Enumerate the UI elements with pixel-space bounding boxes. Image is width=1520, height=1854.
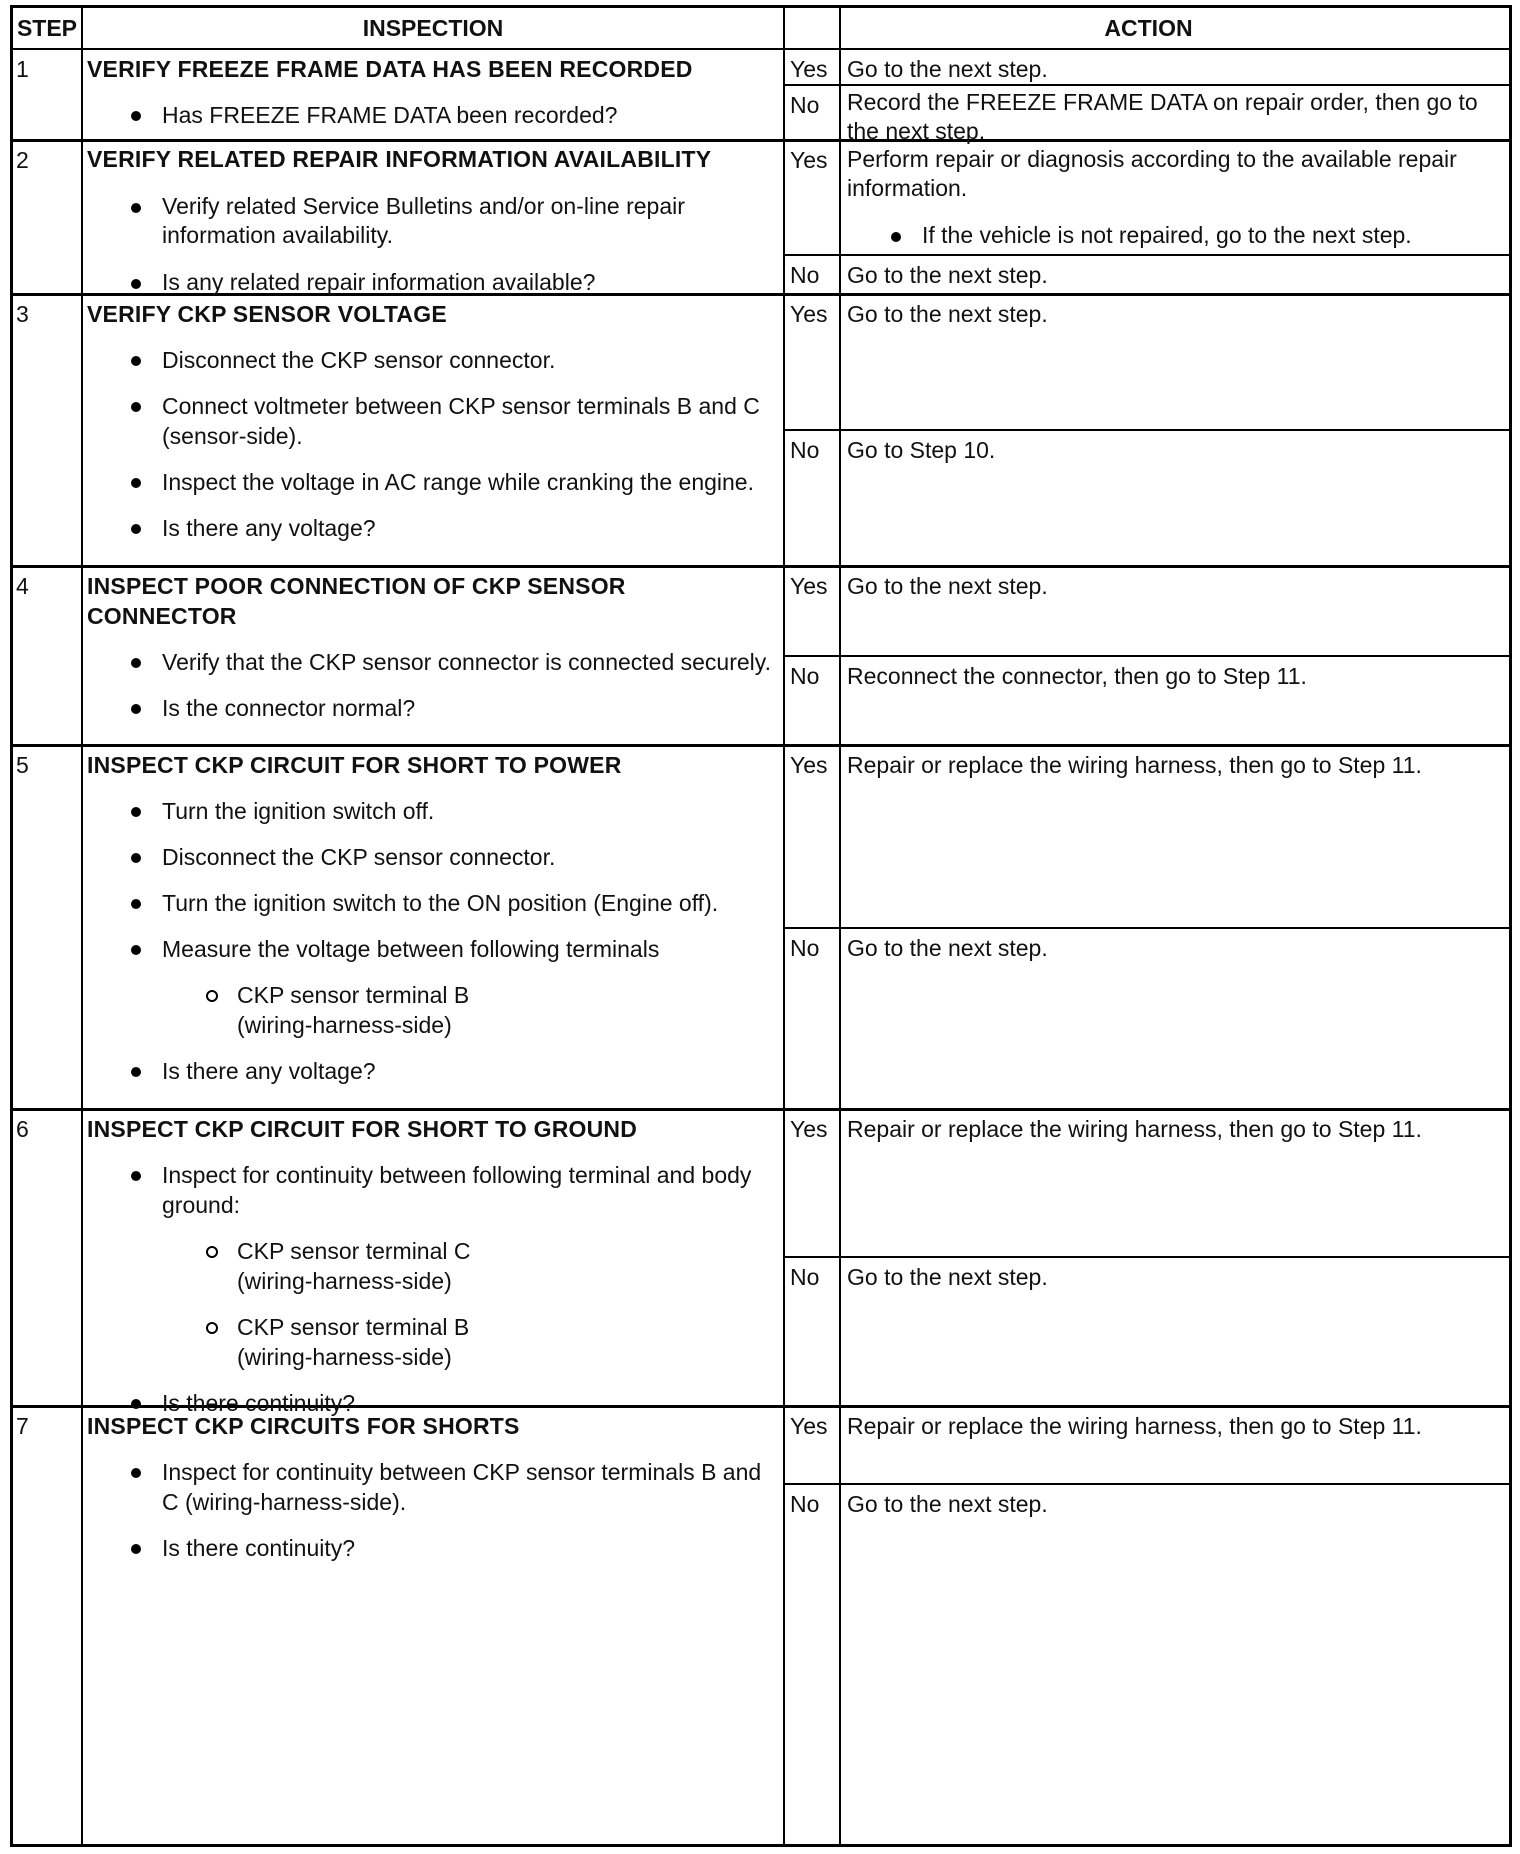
yes-action: Go to the next step. <box>847 301 1048 327</box>
bullet: Verify that the CKP sensor connector is connected securely. <box>87 647 777 677</box>
no-label: No <box>790 1491 820 1517</box>
yes-action: Repair or replace the wiring harness, then go to Step 11. <box>847 1413 1422 1439</box>
column-divider <box>783 8 785 1844</box>
no-action: Go to the next step. <box>847 1264 1048 1290</box>
header-action: ACTION <box>1104 15 1193 41</box>
sub-bullet: CKP sensor terminal C (wiring-harness-side) <box>87 1236 777 1296</box>
no-label: No <box>790 1264 820 1290</box>
sub-bullet: CKP sensor terminal B (wiring-harness-side) <box>87 980 777 1040</box>
bullet: Is there continuity? <box>87 1388 777 1418</box>
bullet: Verify related Service Bulletins and/or on-line repair information availability. <box>87 192 777 250</box>
no-action: Go to the next step. <box>847 1491 1048 1517</box>
header-inspection: INSPECTION <box>362 15 504 41</box>
step-number: 4 <box>16 573 29 599</box>
bullet: Is there continuity? <box>87 1533 777 1563</box>
step-title: VERIFY RELATED REPAIR INFORMATION AVAILABILITY <box>87 146 712 172</box>
step-title: INSPECT CKP CIRCUIT FOR SHORT TO GROUND <box>87 1116 638 1142</box>
no-action: Go to the next step. <box>847 262 1048 288</box>
step-inspection <box>87 1108 783 1418</box>
step-number: 2 <box>16 147 29 173</box>
step-title: INSPECT CKP CIRCUITS FOR SHORTS <box>87 1413 520 1439</box>
no-label: No <box>790 663 820 689</box>
column-divider <box>81 8 83 1844</box>
bullet: Inspect for continuity between following terminal and body ground: <box>87 1160 777 1220</box>
bullet: Disconnect the CKP sensor connector. <box>87 345 777 375</box>
yes-action: Repair or replace the wiring harness, then go to Step 11. <box>847 1116 1422 1142</box>
no-label: No <box>790 262 820 288</box>
no-action: Reconnect the connector, then go to Step 11. <box>847 663 1307 689</box>
yes-label: Yes <box>790 752 828 778</box>
step-title: INSPECT CKP CIRCUIT FOR SHORT TO POWER <box>87 752 622 778</box>
bullet: Is there any voltage? <box>87 513 777 543</box>
yes-action: Repair or replace the wiring harness, then go to Step 11. <box>847 752 1422 778</box>
bullet: Connect voltmeter between CKP sensor terminals B and C (sensor-side). <box>87 391 777 451</box>
no-label: No <box>790 437 820 463</box>
step-inspection <box>87 293 783 543</box>
bullet: Turn the ignition switch to the ON position (Engine off). <box>87 888 777 918</box>
step-title: INSPECT POOR CONNECTION OF CKP SENSOR CONNECTOR <box>87 573 626 629</box>
sub-bullet: CKP sensor terminal B (wiring-harness-side) <box>87 1312 777 1372</box>
no-action: Go to the next step. <box>847 935 1048 961</box>
yes-action: Perform repair or diagnosis according to the available repair information. <box>847 146 1457 201</box>
yes-action-block <box>845 139 1510 250</box>
yes-label: Yes <box>790 56 828 82</box>
step-number: 3 <box>16 301 29 327</box>
yes-label: Yes <box>790 1413 828 1439</box>
step-inspection <box>87 139 783 297</box>
header-step: STEP <box>16 15 78 41</box>
no-action: Record the FREEZE FRAME DATA on repair order, then go to the next step. <box>847 89 1478 144</box>
no-label: No <box>790 935 820 961</box>
bullet: Measure the voltage between following terminals <box>87 934 777 964</box>
yes-action: Go to the next step. <box>847 573 1048 599</box>
step-number: 1 <box>16 56 29 82</box>
no-action: Go to Step 10. <box>847 437 996 463</box>
bullet: Inspect the voltage in AC range while cranking the engine. <box>87 467 777 497</box>
diagnostic-table <box>10 5 1512 1847</box>
bullet: Is any related repair information available? <box>87 268 777 297</box>
bullet: Inspect for continuity between CKP sensor terminals B and C (wiring-harness-side). <box>87 1457 777 1517</box>
step-number: 6 <box>16 1116 29 1142</box>
step-inspection <box>87 565 783 723</box>
bullet: Is there any voltage? <box>87 1056 777 1086</box>
step-title: VERIFY CKP SENSOR VOLTAGE <box>87 301 447 327</box>
step-inspection <box>87 1405 783 1563</box>
step-title: VERIFY FREEZE FRAME DATA HAS BEEN RECORDED <box>87 56 693 82</box>
step-number: 5 <box>16 752 29 778</box>
step-number: 7 <box>16 1413 29 1439</box>
yes-label: Yes <box>790 1116 828 1142</box>
no-label: No <box>790 92 820 118</box>
column-divider <box>839 8 841 1844</box>
bullet: Disconnect the CKP sensor connector. <box>87 842 777 872</box>
bullet: Turn the ignition switch off. <box>87 796 777 826</box>
yes-label: Yes <box>790 301 828 327</box>
step-inspection <box>87 48 783 131</box>
yes-label: Yes <box>790 147 828 173</box>
yes-action-bullet: If the vehicle is not repaired, go to the next step. <box>847 221 1506 250</box>
step-inspection <box>87 744 783 1086</box>
yes-label: Yes <box>790 573 828 599</box>
bullet: Has FREEZE FRAME DATA been recorded? <box>87 100 777 131</box>
bullet: Is the connector normal? <box>87 693 777 723</box>
yes-action: Go to the next step. <box>847 56 1048 82</box>
